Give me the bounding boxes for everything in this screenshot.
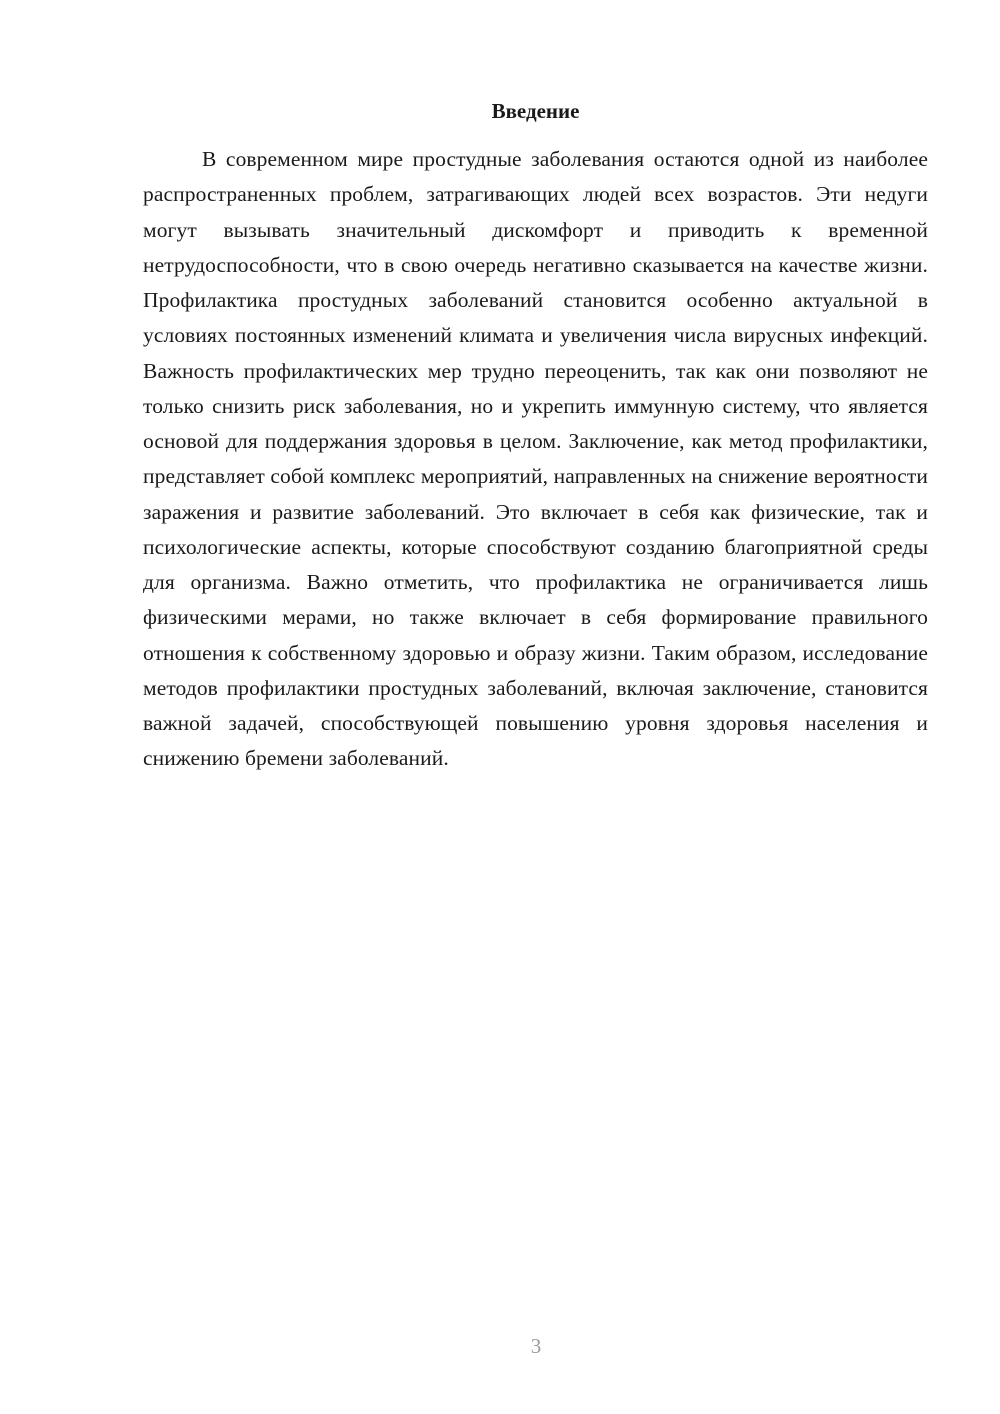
body-paragraph: В современном мире простудные заболевания остаются одной из наиболее распространенных проблем, затрагивающих людей всех возрастов. Эти недуги могут вызывать значительный дискомфорт и приводить к временной нетрудоспособности, что в свою очередь негативно сказывается на качестве жизни. Профилактика простудных заболеваний становится особенно актуальной в условиях постоянных изменений климата и увеличения числа вирусных инфекций. Важность профилактических мер трудно переоценить, так как они позволяют не только снизить риск заболевания, но и укрепить иммунную систему, что является основой для поддержания здоровья в целом. Заключение, как метод профилактики, представляет собой комплекс мероприятий, направленных на снижение вероятности заражения и развитие заболеваний. Это включает в себя как физические, так и психологические аспекты, которые способствуют созданию благоприятной среды для организма. Важно отметить, что профилактика не ограничивается лишь физическими мерами, но также включает в себя формирование правильного отношения к собственному здоровью и образу жизни. Таким образом, исследование методов профилактики простудных заболеваний, включая заключение, становится важной задачей, способствующей повышению уровня здоровья населения и снижению бремени заболеваний.	[143, 147, 928, 771]
section-heading: Введение	[491, 99, 580, 123]
page-number: 3	[530, 1334, 542, 1358]
